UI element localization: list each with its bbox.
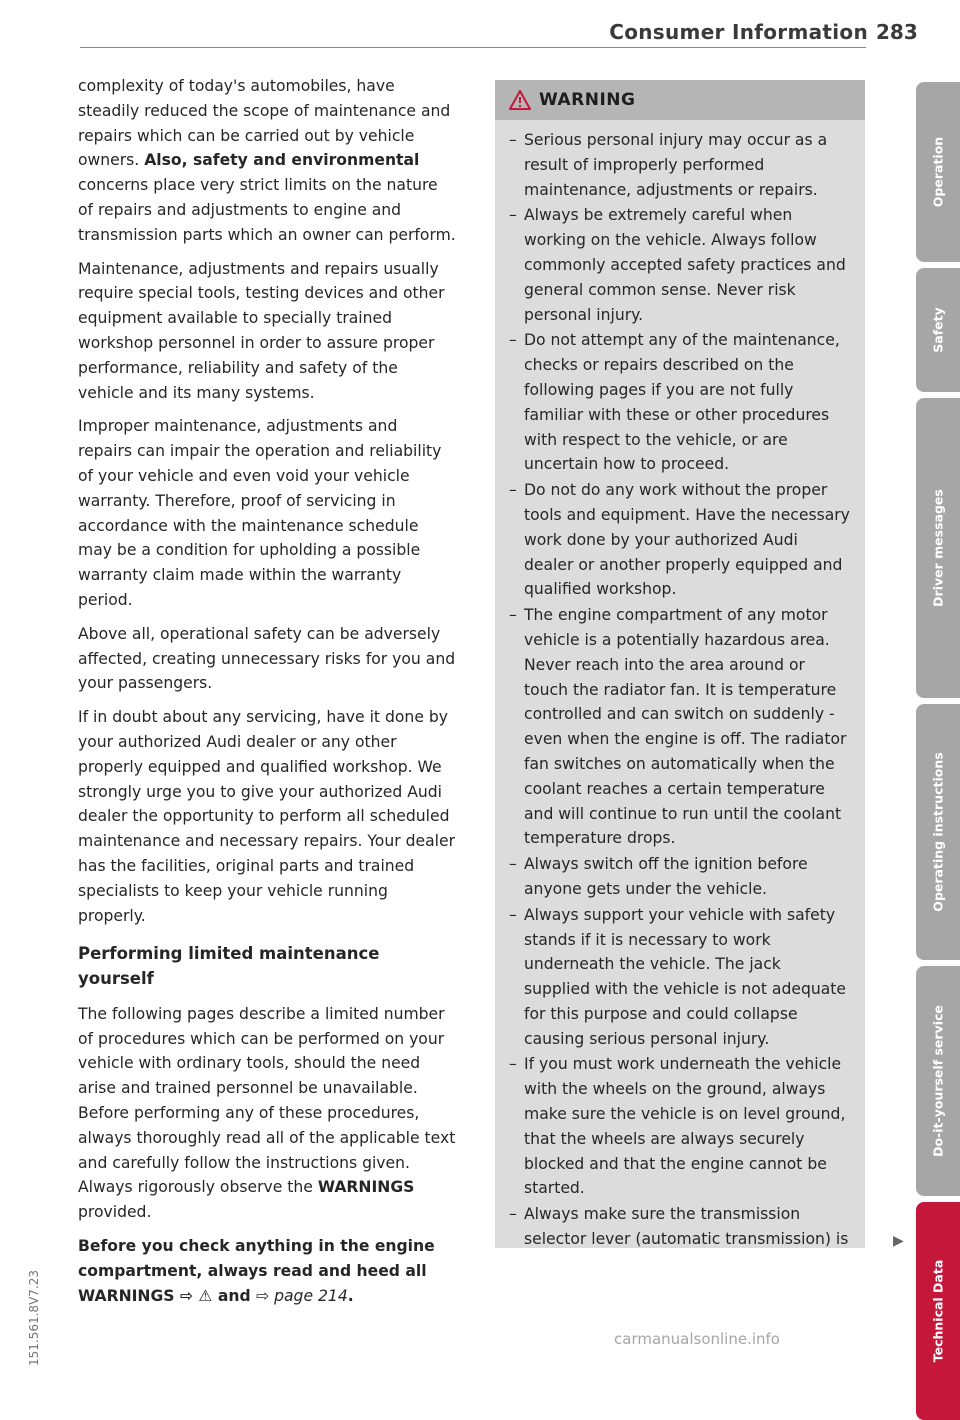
tab-driver-messages[interactable]: Driver messages	[916, 398, 960, 698]
paragraph: The following pages describe a limited number of procedures which can be performed on your vehicle with ordinary tools, should the need arise and trained personnel be unavailable. Before performing any of these procedures, always thoroughly read all of the applicable text and carefully follow the instructions given. Always rigorously observe the WARNINGS provided.	[78, 1004, 456, 1222]
tab-operation[interactable]: Operation	[916, 82, 960, 262]
body-text-column	[78, 74, 456, 1317]
tab-safety[interactable]: Safety	[916, 268, 960, 392]
warning-item: – Do not do any work without the proper tools and equipment. Have the necessary work done by your authorized Audi dealer or another properly equipped and qualified workshop.	[509, 478, 851, 602]
tab-do-it-yourself-service[interactable]: Do-it-yourself service	[916, 966, 960, 1196]
engine-warning-note: Before you check anything in the engine compartment, always read and heed all WARNINGS ⇨ ⚠ and ⇨ page 214.	[78, 1237, 435, 1305]
warning-item: – Always switch off the ignition before anyone gets under the vehicle.	[509, 852, 851, 902]
warning-title: WARNING	[539, 90, 636, 110]
warning-item: – If you must work underneath the vehicle with the wheels on the ground, always make sure the vehicle is on level ground, that the wheels are always securely blocked and that the engine cannot be started.	[509, 1052, 851, 1201]
document-code: 151.561.8V7.23	[27, 1270, 41, 1366]
paragraph: Improper maintenance, adjustments and repairs can impair the operation and reliability of your vehicle and even void your vehicle warranty. Therefore, proof of servicing in accordance with the maintenance schedule may be a condition for upholding a possible warranty claim made within the warranty period.	[78, 417, 442, 609]
header-rule	[80, 47, 866, 48]
warning-list	[495, 120, 865, 1252]
warning-item: – Always make sure the transmission selector lever (automatic transmission) is	[509, 1202, 851, 1252]
warning-item: – Always be extremely careful when working on the vehicle. Always follow commonly accepted safety practices and general common sense. Never risk personal injury.	[509, 203, 851, 327]
paragraph: Maintenance, adjustments and repairs usually require special tools, testing devices and other equipment available to specially trained workshop personnel in order to assure proper performance, reliability and safety of the vehicle and its many systems.	[78, 259, 445, 402]
page-number: 283	[876, 20, 918, 44]
warning-item: – Do not attempt any of the maintenance, checks or repairs described on the following pages if you are not fully familiar with these or other procedures with respect to the vehicle, or are uncertain how to proceed.	[509, 328, 851, 477]
continue-arrow-icon: ▶	[893, 1233, 904, 1249]
bold-phrase: WARNINGS	[317, 1178, 415, 1197]
paragraph: If in doubt about any servicing, have it done by your authorized Audi dealer or any other properly equipped and qualified workshop. We strongly urge you to give your authorized Audi dealer the opportunity to perform all scheduled maintenance and necessary repairs. Your dealer has the facilities, original parts and trained specialists to keep your vehicle running properly.	[78, 708, 455, 925]
page-header-title: Consumer Information	[609, 20, 868, 44]
warning-box	[495, 80, 865, 1248]
paragraph: Above all, operational safety can be adversely affected, creating unnecessary risks for you and your passengers.	[78, 624, 456, 693]
warning-item: – Serious personal injury may occur as a result of improperly performed maintenance, adjustments or repairs.	[509, 128, 851, 202]
warning-item: – The engine compartment of any motor vehicle is a potentially hazardous area. Never reach into the area around or touch the radiator fan. It is temperature controlled and can switch on suddenly - even when the engine is off. The radiator fan switches on automatically when the coolant reaches a certain temperature and will continue to run until the coolant temperature drops.	[509, 603, 851, 851]
section-heading: Performing limited maintenance yourself	[78, 944, 380, 989]
warning-item: – Always support your vehicle with safety stands if it is necessary to work underneath the vehicle. The jack supplied with the vehicle is not adequate for this purpose and could collapse causing serious personal injury.	[509, 903, 851, 1052]
warning-triangle-icon	[509, 90, 531, 110]
bold-phrase: Also, safety and environmental	[144, 151, 420, 170]
tab-operating-instructions[interactable]: Operating instructions	[916, 704, 960, 960]
page-reference-link[interactable]: ⇨ page 214	[256, 1286, 348, 1305]
watermark: carmanualsonline.info	[614, 1330, 780, 1348]
tab-technical-data[interactable]: Technical Data	[916, 1202, 960, 1420]
warning-header	[495, 80, 865, 120]
paragraph: complexity of today's automobiles, have steadily reduced the scope of maintenance and repairs which can be carried out by vehicle owners. Also, safety and environmental concerns place very strict limits on the nature of repairs and adjustments to engine and transmission parts which an owner can perform.	[78, 77, 456, 244]
